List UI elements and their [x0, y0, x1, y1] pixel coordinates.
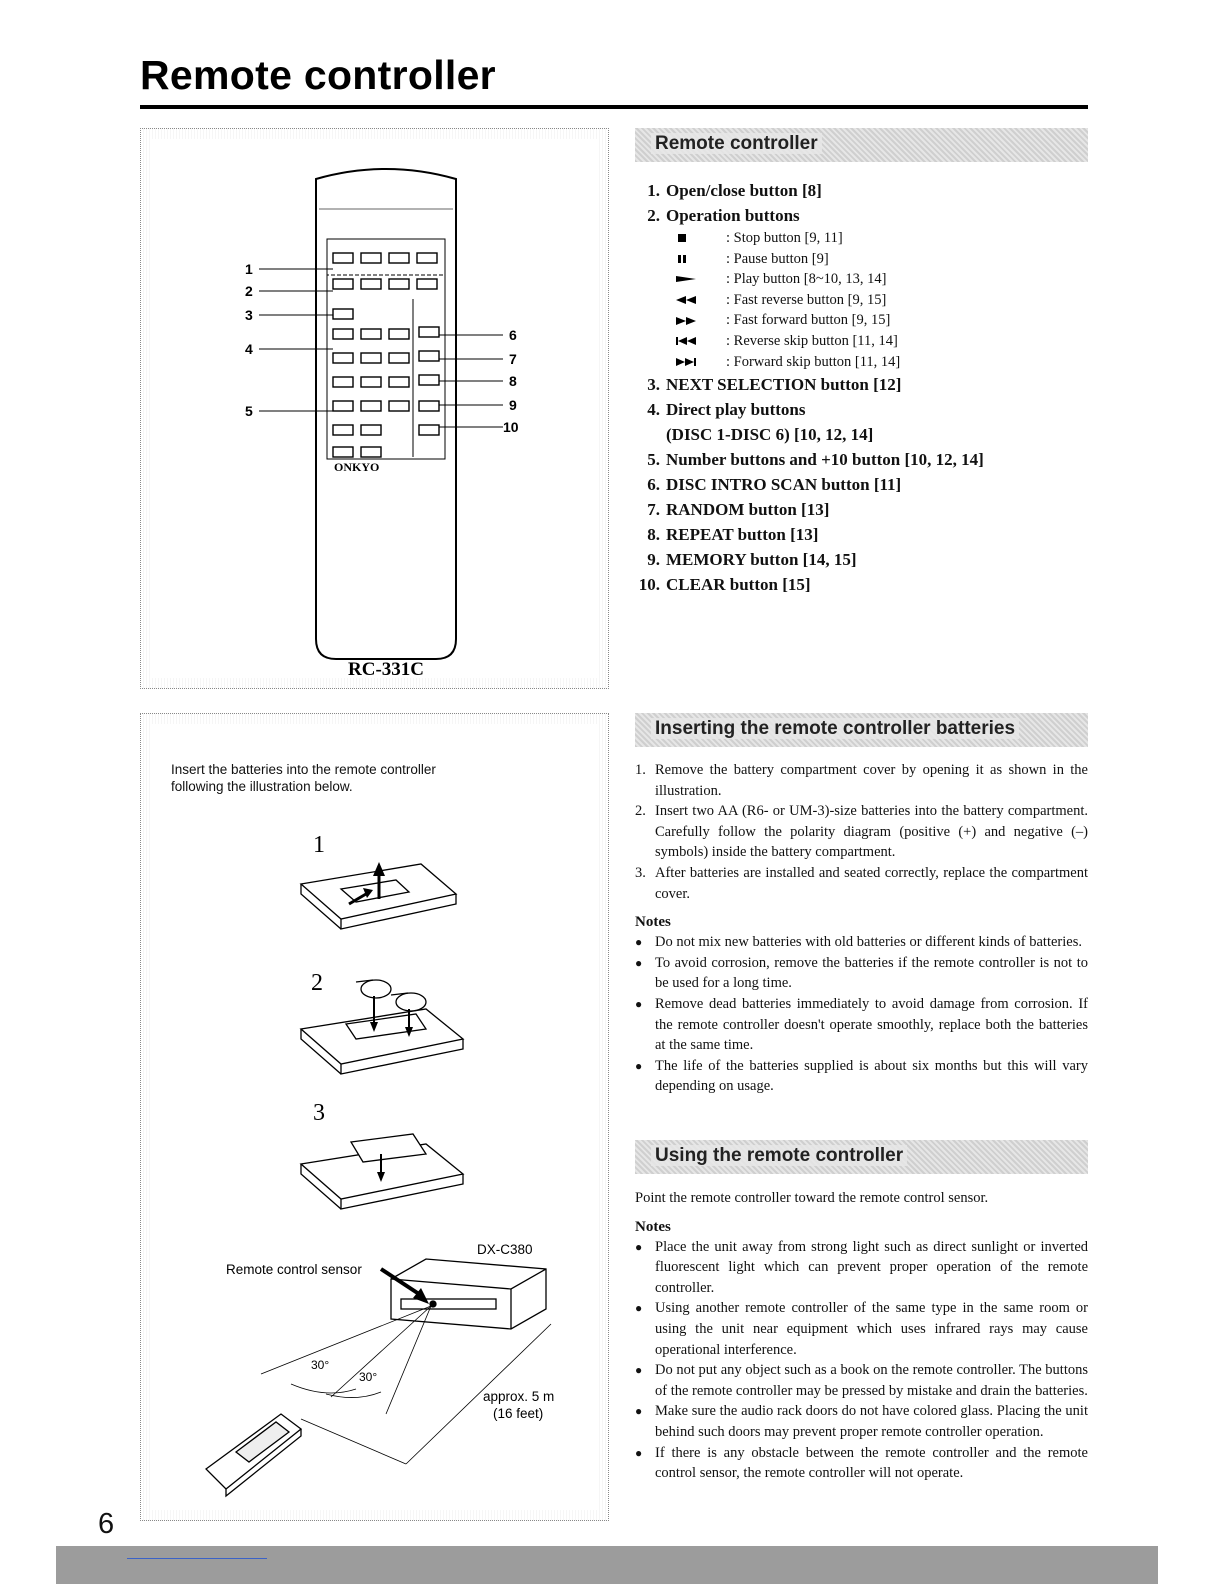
operation-buttons-list: [636, 228, 1088, 372]
list-item: 10. CLEAR button [15]: [638, 575, 811, 595]
notes-title: Notes: [635, 1218, 671, 1235]
list-item: : Stop button [9, 11]: [636, 228, 1088, 249]
remote-model-label: RC-331C: [348, 659, 424, 680]
battery-section-heading: Inserting the remote controller batteries: [635, 713, 1088, 747]
callout-6: 6: [509, 327, 517, 343]
battery-instructions: [635, 760, 1088, 1097]
callout-2: 2: [245, 283, 253, 299]
footer-link-underline[interactable]: [127, 1558, 267, 1559]
list-item: 3. After batteries are installed and seated correctly, replace the compartment cover.: [635, 864, 1088, 902]
callout-7: 7: [509, 351, 517, 367]
list-item: : Reverse skip button [11, 14]: [636, 331, 1088, 352]
list-item: ● Do not mix new batteries with old batteries or different kinds of batteries.: [635, 932, 1088, 953]
footer-bar: [56, 1546, 1158, 1584]
list-item: 8. REPEAT button [13]: [647, 525, 819, 545]
remote-illustration-panel: [140, 128, 609, 689]
fast-forward-icon: [676, 310, 726, 331]
list-item: ● Remove dead batteries immediately to avoid damage from corrosion. If the remote controller doesn't operate smoothly, replace both the batteries at the same time.: [635, 994, 1088, 1056]
list-item-sub: (DISC 1-DISC 6) [10, 12, 14]: [666, 425, 874, 445]
list-item: 1. Remove the battery compartment cover by opening it as shown in the illustration.: [635, 762, 1088, 799]
reverse-skip-icon: [676, 331, 726, 352]
callout-5: 5: [245, 403, 253, 419]
stop-icon: [676, 228, 726, 249]
bullet-icon: ●: [635, 1445, 643, 1460]
callout-3: 3: [245, 307, 253, 323]
list-item: 4. Direct play buttons: [647, 400, 806, 420]
bullet-icon: ●: [635, 1058, 643, 1073]
distance-feet-label: (16 feet): [493, 1406, 544, 1421]
title-rule: [140, 105, 1088, 109]
list-item: : Fast reverse button [9, 15]: [636, 290, 1088, 311]
angle-right-label: 30°: [359, 1370, 378, 1384]
list-item: : Forward skip button [11, 14]: [636, 352, 1088, 373]
page-title: Remote controller: [140, 52, 496, 98]
fast-reverse-icon: [676, 290, 726, 311]
list-item: ● Place the unit away from strong light such as direct sunlight or inverted fluorescent light which can prevent proper operation of the remote controller.: [635, 1237, 1088, 1299]
list-item: 2. Operation buttons: [647, 206, 800, 225]
forward-skip-icon: [676, 352, 726, 373]
list-item: 6. DISC INTRO SCAN button [11]: [647, 475, 902, 495]
using-instructions: [635, 1188, 1088, 1484]
remote-illustration-inner: [151, 139, 598, 678]
list-item: 3. NEXT SELECTION button [12]: [647, 375, 902, 395]
list-item: ● Do not put any object such as a book on the remote controller. The buttons of the remote controller may be pressed by mistake and drain the batteries.: [635, 1360, 1088, 1401]
bullet-icon: ●: [635, 1363, 643, 1378]
bullet-icon: ●: [635, 1404, 643, 1419]
list-item: ● Make sure the audio rack doors do not have colored glass. Placing the unit behind such doors may prevent proper remote controller operation.: [635, 1401, 1088, 1442]
list-item: ● Using another remote controller of the same type in the same room or using the unit near equipment which uses infrared rays may cause operational interference.: [635, 1298, 1088, 1360]
callout-4: 4: [245, 341, 253, 357]
brand-logo: ONKYO: [334, 460, 380, 474]
remote-section-heading: Remote controller: [635, 128, 1088, 162]
list-item: 2. Insert two AA (R6- or UM-3)-size batteries into the battery compartment. Carefully follow the polarity diagram (positive (+) and negative (–) symbols) inside the battery compartment.: [635, 803, 1088, 861]
step-1-label: 1: [313, 832, 325, 858]
distance-label: approx. 5 m: [483, 1389, 555, 1404]
notes-title: Notes: [635, 914, 671, 931]
list-item: ● To avoid corrosion, remove the batteries if the remote controller is not to be used for a long time.: [635, 953, 1088, 994]
using-intro: Point the remote controller toward the remote control sensor.: [635, 1190, 989, 1206]
callout-10: 10: [503, 419, 519, 435]
list-item: 7. RANDOM button [13]: [647, 500, 830, 520]
list-item: : Fast forward button [9, 15]: [636, 310, 1088, 331]
battery-installation-illustration: [151, 724, 600, 1512]
remote-button-list: [636, 178, 1088, 597]
list-item: 9. MEMORY button [14, 15]: [647, 550, 857, 570]
bullet-icon: ●: [635, 1301, 643, 1316]
battery-illustration-inner: [151, 724, 598, 1510]
battery-illustration-panel: [140, 713, 609, 1521]
list-item: : Pause button [9]: [636, 249, 1088, 270]
using-section-heading: Using the remote controller: [635, 1140, 1088, 1174]
callout-1: 1: [245, 261, 253, 277]
list-item: 1. Open/close button [8]: [647, 181, 822, 200]
list-item: ● If there is any obstacle between the remote controller and the remote control sensor, the remote controller will not operate.: [635, 1443, 1088, 1484]
sensor-label: Remote control sensor: [226, 1262, 362, 1277]
bullet-icon: ●: [635, 955, 643, 970]
list-item: ● The life of the batteries supplied is about six months but this will vary depending on usage.: [635, 1056, 1088, 1097]
step-2-label: 2: [311, 970, 323, 996]
list-item: 5. Number buttons and +10 button [10, 12, 14]: [647, 450, 984, 470]
angle-left-label: 30°: [311, 1358, 330, 1372]
bullet-icon: ●: [635, 996, 643, 1011]
bullet-icon: ●: [635, 1239, 643, 1254]
list-item: : Play button [8~10, 13, 14]: [636, 269, 1088, 290]
callout-8: 8: [509, 373, 517, 389]
callout-9: 9: [509, 397, 517, 413]
remote-control-illustration: [151, 139, 600, 680]
page-number: 6: [98, 1508, 115, 1540]
step-3-label: 3: [313, 1100, 325, 1126]
battery-intro-text: Insert the batteries into the remote controller following the illustration below.: [171, 762, 436, 794]
bullet-icon: ●: [635, 935, 643, 950]
pause-icon: [676, 249, 726, 270]
unit-model-label: DX-C380: [477, 1242, 533, 1257]
play-icon: [676, 269, 726, 290]
